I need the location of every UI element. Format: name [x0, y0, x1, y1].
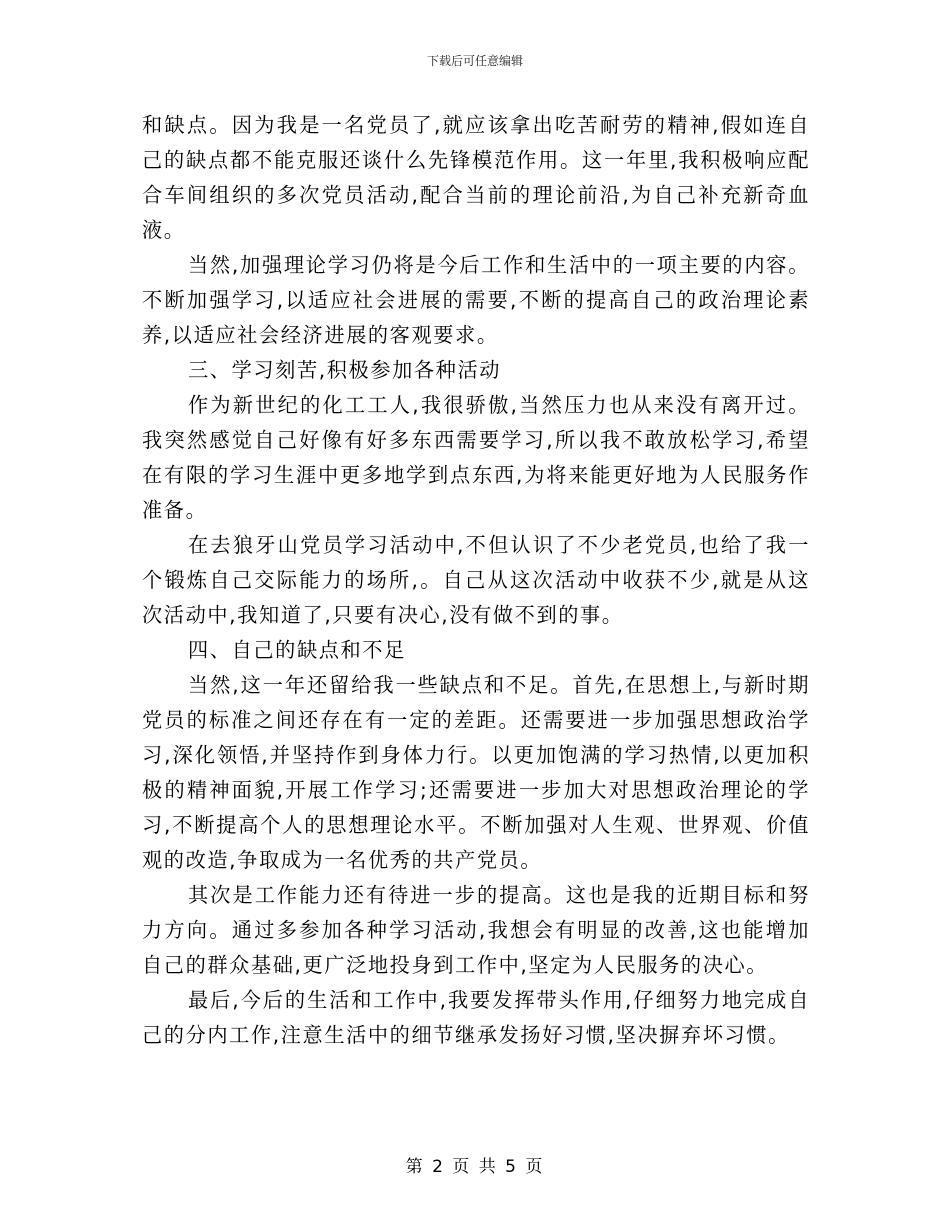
document-body	[142, 108, 810, 1053]
paragraph-work-ability: 其次是工作能力还有待进一步的提高。这也是我的近期目标和努力方向。通过多参加各种学习活动,我想会有明显的改善,这也能增加自己的群众基础,更广泛地投身到工作中,坚定为人民服务的决心。	[142, 883, 810, 977]
paragraph-chemical-worker: 作为新世纪的化工工人,我很骄傲,当然压力也从来没有离开过。我突然感觉自己好像有好多东西需要学习,所以我不敢放松学习,希望在有限的学习生涯中更多地学到点东西,为将来能更好地为人民服务作准备。	[142, 393, 810, 522]
paragraph-continued: 和缺点。因为我是一名党员了,就应该拿出吃苦耐劳的精神,假如连自己的缺点都不能克服还谈什么先锋模范作用。这一年里,我积极响应配合车间组织的多次党员活动,配合当前的理论前沿,为自己补充新奇血液。	[142, 113, 810, 242]
paragraph-finally: 最后,今后的生活和工作中,我要发挥带头作用,仔细努力地完成自己的分内工作,注意生活中的细节继承发扬好习惯,坚决摒弃坏习惯。	[142, 988, 810, 1047]
page-header: 下载后可任意编辑	[426, 54, 523, 68]
page-number: 第 2 页 共 5 页	[405, 1157, 545, 1177]
section-heading-4: 四、自己的缺点和不足	[188, 638, 406, 662]
section-heading-3: 三、学习刻苦,积极参加各种活动	[188, 358, 502, 382]
paragraph-theory-study: 当然,加强理论学习仍将是今后工作和生活中的一项主要的内容。不断加强学习,以适应社会进展的需要,不断的提高自己的政治理论素养,以适应社会经济进展的客观要求。	[142, 253, 810, 347]
paragraph-shortcomings: 当然,这一年还留给我一些缺点和不足。首先,在思想上,与新时期党员的标准之间还存在有一定的差距。还需要进一步加强思想政治学习,深化领悟,并坚持作到身体力行。以更加饱满的学习热情,以更加积极的精神面貌,开展工作学习;还需要进一步加大对思想政治理论的学习,不断提高个人的思想理论水平。不断加强对人生观、世界观、价值观的改造,争取成为一名优秀的共产党员。	[142, 673, 810, 872]
paragraph-langyashan-activity: 在去狼牙山党员学习活动中,不但认识了不少老党员,也给了我一个锻炼自己交际能力的场所,。自己从这次活动中收获不少,就是从这次活动中,我知道了,只要有决心,没有做不到的事。	[142, 533, 810, 627]
